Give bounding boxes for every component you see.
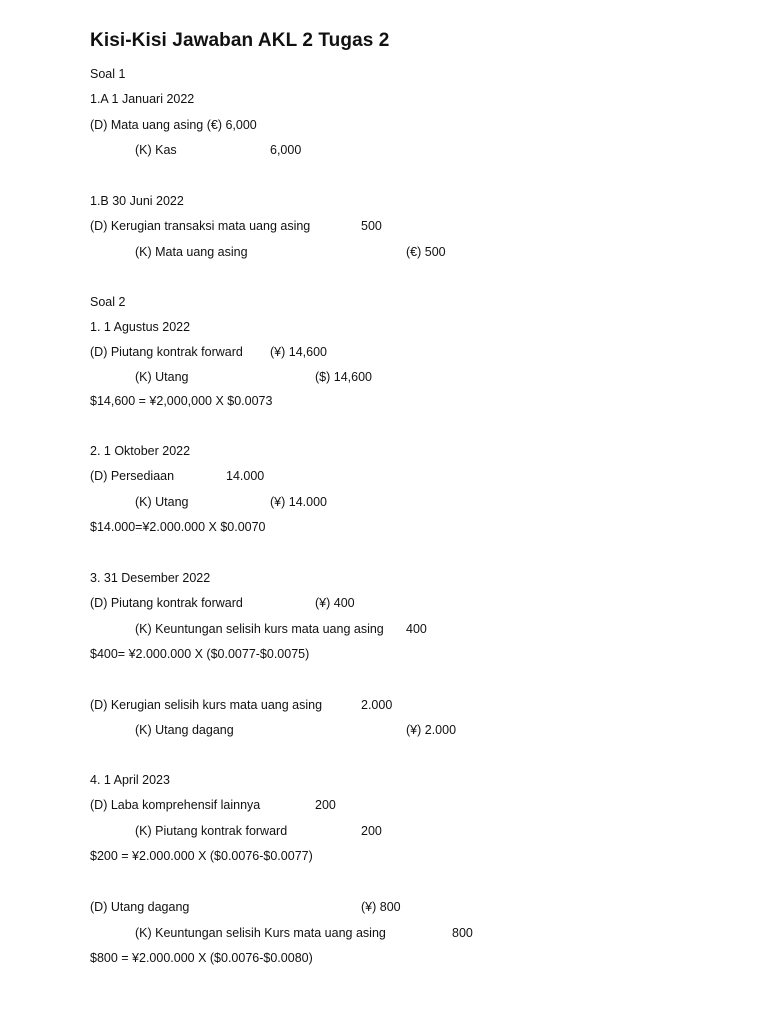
credit-account: (K) Piutang kontrak forward	[135, 824, 288, 838]
entry-date: 1.B 30 Juni 2022	[90, 194, 184, 208]
credit-amount: (¥) 2.000	[406, 723, 457, 737]
debit-account: (D) Kerugian transaksi mata uang asing	[90, 219, 311, 233]
credit-account: (K) Kas	[135, 143, 177, 157]
credit-account: (K) Utang dagang	[135, 723, 234, 737]
debit-amount: (¥) 400	[315, 596, 355, 610]
document-title: Kisi-Kisi Jawaban AKL 2 Tugas 2	[90, 30, 390, 51]
entry-date: 2. 1 Oktober 2022	[90, 444, 191, 458]
credit-amount: 200	[361, 824, 382, 838]
section-heading-soal-2: Soal 2	[90, 295, 126, 309]
credit-account: (K) Mata uang asing	[135, 245, 248, 259]
credit-account: (K) Utang	[135, 495, 189, 509]
credit-amount: 800	[452, 926, 473, 940]
credit-account: (K) Utang	[135, 370, 189, 384]
debit-amount: 500	[361, 219, 382, 233]
entry-date: 1. 1 Agustus 2022	[90, 320, 191, 334]
entry-date: 4. 1 April 2023	[90, 773, 170, 787]
credit-account: (K) Keuntungan selisih kurs mata uang asing	[135, 622, 384, 636]
debit-amount: (¥) 14,600	[270, 345, 327, 359]
credit-amount: ($) 14,600	[315, 370, 372, 384]
debit-amount: 14.000	[226, 469, 265, 483]
debit-amount: 2.000	[361, 698, 393, 712]
calculation: $400= ¥2.000.000 X ($0.0077-$0.0075)	[90, 647, 310, 661]
calculation: $800 = ¥2.000.000 X ($0.0076-$0.0080)	[90, 951, 313, 965]
debit-account: (D) Piutang kontrak forward	[90, 345, 243, 359]
credit-amount: 400	[406, 622, 427, 636]
credit-amount: 6,000	[270, 143, 302, 157]
calculation: $14,600 = ¥2,000,000 X $0.0073	[90, 394, 273, 408]
calculation: $200 = ¥2.000.000 X ($0.0076-$0.0077)	[90, 849, 313, 863]
debit-amount: (¥) 800	[361, 900, 401, 914]
entry-date: 1.A 1 Januari 2022	[90, 92, 195, 106]
credit-account: (K) Keuntungan selisih Kurs mata uang asing	[135, 926, 386, 940]
credit-amount: (¥) 14.000	[270, 495, 327, 509]
entry-date: 3. 31 Desember 2022	[90, 571, 211, 585]
debit-account: (D) Laba komprehensif lainnya	[90, 798, 261, 812]
debit-account: (D) Persediaan	[90, 469, 175, 483]
debit-amount: 200	[315, 798, 336, 812]
debit-account: (D) Mata uang asing (€) 6,000	[90, 118, 257, 132]
debit-account: (D) Utang dagang	[90, 900, 190, 914]
credit-amount: (€) 500	[406, 245, 446, 259]
section-heading-soal-1: Soal 1	[90, 67, 126, 81]
calculation: $14.000=¥2.000.000 X $0.0070	[90, 520, 266, 534]
debit-account: (D) Piutang kontrak forward	[90, 596, 243, 610]
debit-account: (D) Kerugian selisih kurs mata uang asing	[90, 698, 323, 712]
